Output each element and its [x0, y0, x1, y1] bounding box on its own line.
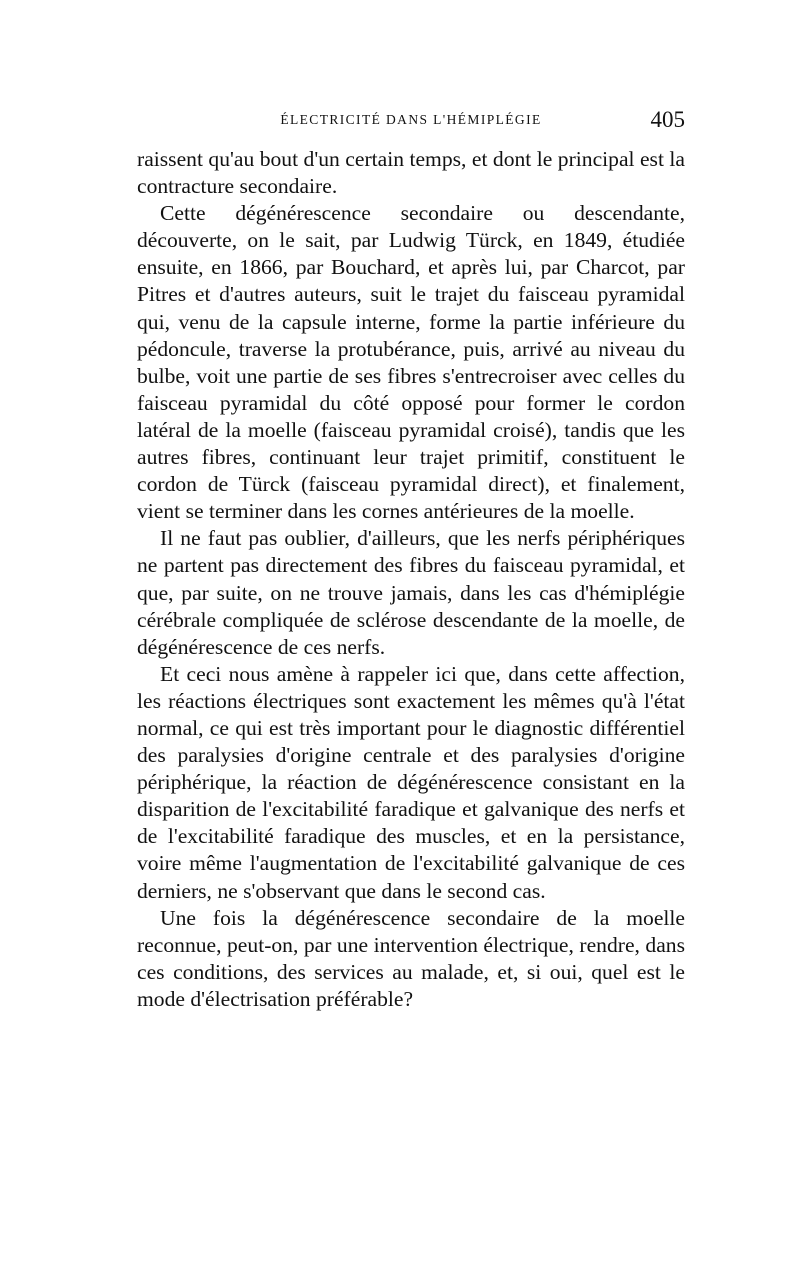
paragraph-electrical-reactions: Et ceci nous amène à rappeler ici que, dans cette affection, les réactions électriques sont exactement les mêmes qu'à l'état normal, ce qui est très important pour le diagnostic différentiel des paralysies d'origine centrale et des paralysies d'origine périphérique, la réaction de dégénérescence consistant en la disparition de l'excitabilité faradique et galvanique des nerfs et de l'excitabilité faradique des muscles, et en la persistance, voire même l'augmentation de l'excitabilité galvanique de ces derniers, ne s'observant que dans le second cas. [137, 661, 685, 903]
book-page [137, 107, 685, 1013]
paragraph-question: Une fois la dégénérescence secondaire de la moelle reconnue, peut-on, par une intervention électrique, rendre, dans ces conditions, des services au malade, et, si oui, quel est le mode d'électrisation préférable? [137, 905, 685, 1011]
paragraph-peripheral-nerves: Il ne faut pas oublier, d'ailleurs, que les nerfs périphériques ne partent pas directement des fibres du faisceau pyramidal, et que, par suite, on ne trouve jamais, dans les cas d'hémiplégie cérébrale compliquée de sclérose descendante de la moelle, de dégénérescence de ces nerfs. [137, 526, 685, 659]
body-text [137, 146, 685, 1013]
running-title: ÉLECTRICITÉ DANS L'HÉMIPLÉGIE [280, 112, 542, 127]
paragraph-continuation: raissent qu'au bout d'un certain temps, et dont le principal est la contracture secondaire. [137, 147, 685, 199]
running-head [137, 107, 685, 146]
paragraph-degeneration: Cette dégénérescence secondaire ou descendante, découverte, on le sait, par Ludwig Türck, en 1849, étudiée ensuite, en 1866, par Bouchard, et après lui, par Charcot, par Pitres et d'autres auteurs, suit le trajet du faisceau pyramidal qui, venu de la capsule interne, forme la partie inférieure du pédoncule, traverse la protubérance, puis, arrivé au niveau du bulbe, voit une partie de ses fibres s'entrecroiser avec celles du faisceau pyramidal du côté opposé pour former le cordon latéral de la moelle (faisceau pyramidal croisé), tandis que les autres fibres, continuant leur trajet primitif, constituent le cordon de Türck (faisceau pyramidal direct), et finalement, vient se terminer dans les cornes antérieures de la moelle. [137, 201, 685, 524]
page-number: 405 [650, 107, 685, 132]
